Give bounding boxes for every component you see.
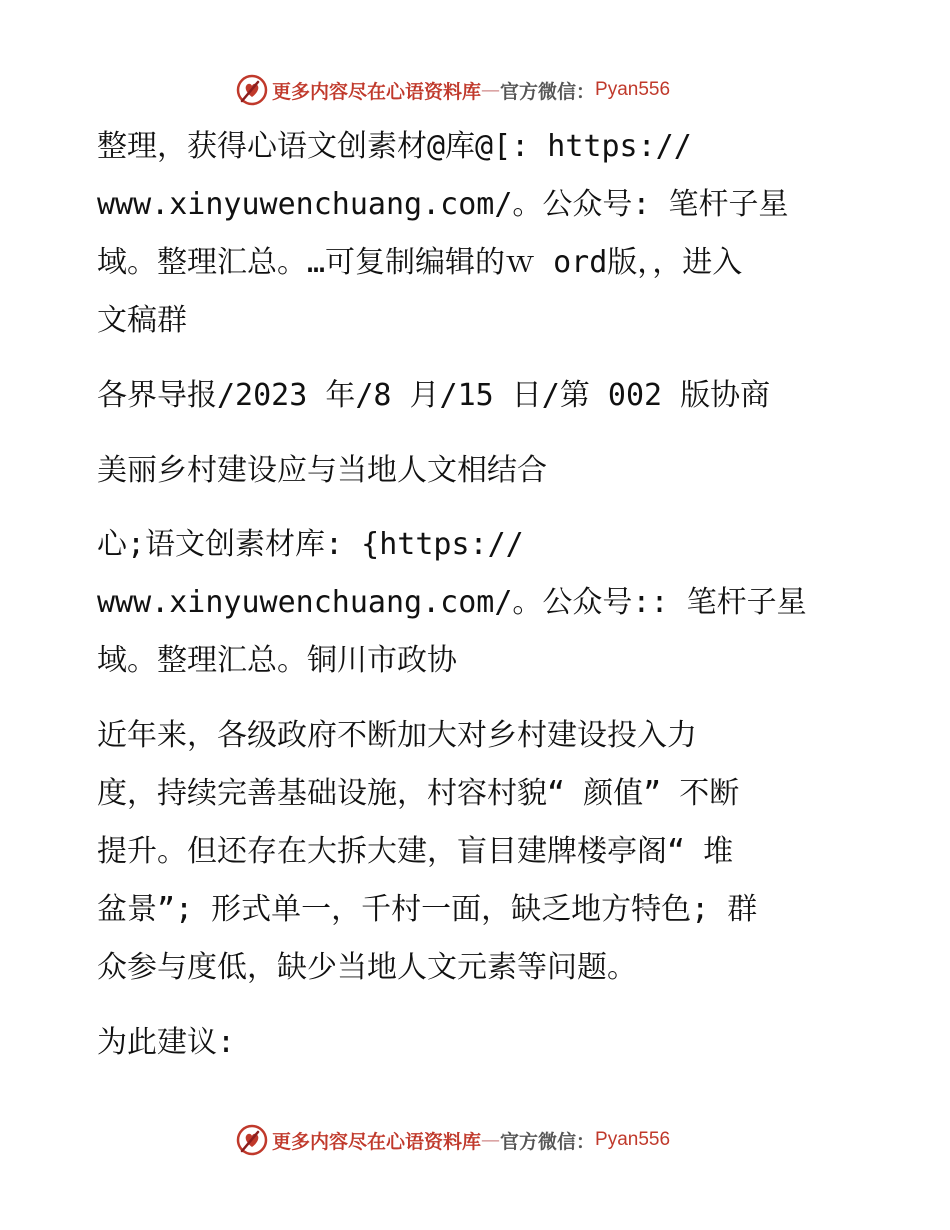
banner-main-text: 更多内容尽在心语资料库 bbox=[272, 80, 482, 103]
article-title: 美丽乡村建设应与当地人文相结合 bbox=[97, 453, 547, 488]
body-line: 域。整理汇总。…可复制编辑的ｗ ord版，，进入 bbox=[97, 245, 743, 280]
body-line: www.xinyuwenchuang.com/。公众号: 笔杆子星 bbox=[97, 187, 789, 222]
header-banner bbox=[236, 72, 670, 108]
body-line: 众参与度低，缺少当地人文元素等问题。 bbox=[97, 950, 637, 985]
banner-main-text: 更多内容尽在心语资料库 bbox=[272, 1130, 482, 1153]
body-line: 提升。但还存在大拆大建，盲目建牌楼亭阁“ 堆 bbox=[97, 834, 734, 869]
body-line: 整理，获得心语文创素材@库@[: https:// bbox=[97, 129, 692, 164]
heart-pen-logo-icon bbox=[236, 1124, 268, 1156]
banner-separator: — bbox=[481, 79, 501, 101]
banner-official-label: 官方微信： bbox=[500, 1130, 596, 1153]
banner-wechat-id: Pyan556 bbox=[595, 79, 671, 100]
source-line: 各界导报/2023 年/8 月/15 日/第 002 版协商 bbox=[97, 378, 771, 413]
body-line: 心;语文创素材库: {https:// bbox=[97, 527, 524, 562]
banner-separator: — bbox=[481, 1129, 501, 1151]
footer-banner bbox=[236, 1122, 670, 1158]
body-line: 近年来，各级政府不断加大对乡村建设投入力 bbox=[97, 718, 697, 753]
banner-wechat-id: Pyan556 bbox=[595, 1129, 671, 1150]
body-line: 域。整理汇总。铜川市政协 bbox=[97, 643, 457, 678]
banner-official-label: 官方微信： bbox=[500, 80, 596, 103]
heart-pen-logo-icon bbox=[236, 74, 268, 106]
body-line: 文稿群 bbox=[97, 303, 187, 338]
body-line: 度，持续完善基础设施，村容村貌“ 颜值” 不断 bbox=[97, 776, 740, 811]
body-line: www.xinyuwenchuang.com/。公众号:: 笔杆子星 bbox=[97, 585, 807, 620]
body-line: 为此建议: bbox=[97, 1025, 236, 1060]
body-line: 盆景”; 形式单一，千村一面，缺乏地方特色; 群 bbox=[97, 892, 758, 927]
